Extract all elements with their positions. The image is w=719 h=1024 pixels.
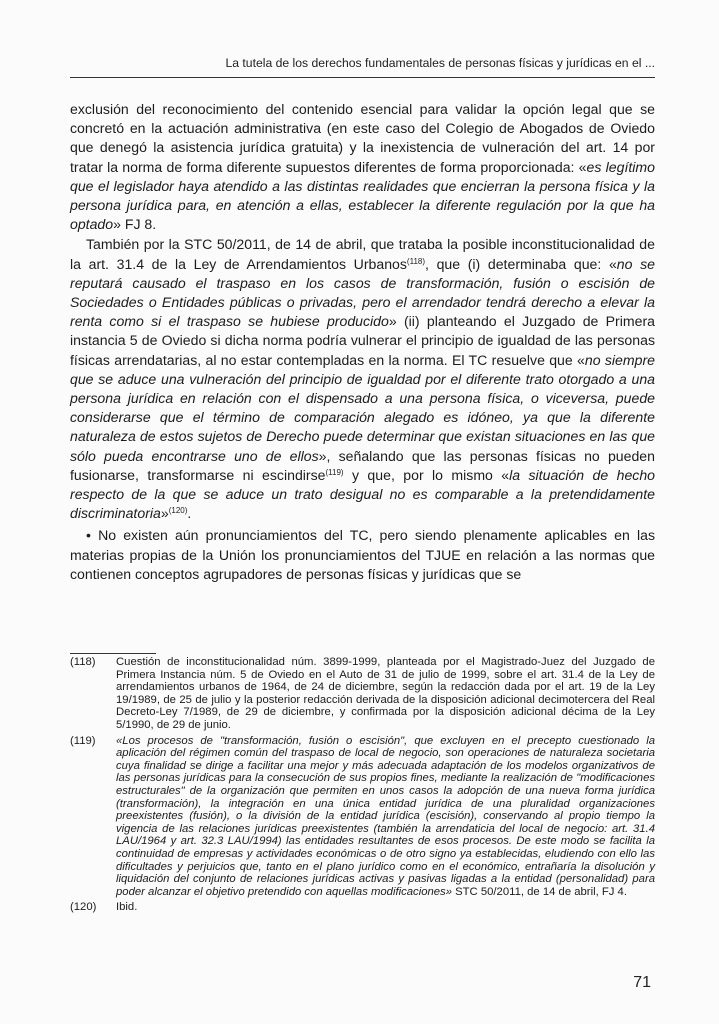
paragraph-2 (70, 235, 655, 523)
footnote-number: (119) (70, 734, 96, 747)
footnote-119 (70, 735, 655, 899)
text-run: y que, por lo mismo « (343, 466, 510, 483)
italic-quote: no se reputará causado el traspaso en los casos de transformación, fusión o escisión de Sociedades o Entidades públicas o privadas, pero el arrendador tendrá derecho a elevar la renta como si el traspaso se hubiese producido (70, 255, 655, 330)
paragraph-1 (70, 100, 655, 234)
footnote-text (116, 735, 655, 899)
text-run: » (ii) planteando el Juzgado de Primera instancia 5 de Oviedo si dicha norma podría vulnerar el principio de igualdad de las personas físicas arrendatarias, al no estar contempladas en la norma. El TC resuelve que « (70, 313, 655, 368)
footnotes (70, 656, 655, 917)
italic-quote: «Los procesos de "transformación, fusión o escisión", que excluyen en el precepto cuestionado la aplicación del régimen común del traspaso de local de negocio, son operaciones de naturaleza societaria cuya finalidad se dirige a facilitar una mejor y más adecuada adaptación de los modelos organizativos de las personas jurídicas para la consecución de sus propios fines, mediante la realización de "modificaciones estructurales" de la organización que permiten en unos casos la adopción de una nueva forma jurídica (transformación), la integración en una única entidad jurídica de una pluralidad organizaciones preexistentes (fusión), o la división de la entidad jurídica (escisión), conservando al propio tiempo la vigencia de las relaciones jurídicas preexistentes (también la arrendaticia del local de negocio: art. 31.4 LAU/1964 y art. 32.3 LAU/1994) las entidades resultantes de esos procesos. De este modo se facilita la continuidad de empresas y actividades económicas o de otro signo ya establecidas, eludiendo con ello las dificultades y perjuicios que, tanto en el plano jurídico como en el económico, entrañaría la disolución y liquidación del conjunto de relaciones jurídicas activas y pasivas ligadas a la entidad (personalidad) para poder alcanzar el objetivo pretendido con aquellas modificaciones» (116, 734, 655, 898)
italic-quote: es legítimo que el legislador haya atendido a las distintas realidades que encierran la persona física y la persona jurídica para, en atención a ellas, establecer la diferente regulación por la que ha optado (70, 158, 655, 233)
text-run: . (187, 505, 192, 522)
main-text (70, 100, 655, 585)
text-run: » FJ 8. (113, 216, 157, 233)
text-run: También por la STC 50/2011, de 14 de abril, que trataba la posible inconstitucionalidad de la art. 31.4 de la Ley de Arrendamientos Urbanos (70, 236, 655, 272)
footnote-number: (120) (70, 901, 97, 914)
footnote-ref-118[interactable]: (118) (406, 256, 426, 266)
text-run: », señalando que las personas físicas no pueden fusionarse, transformarse ni escindirse (70, 447, 655, 483)
footnote-divider (70, 653, 156, 654)
text-run: » (160, 505, 169, 522)
footnote-118 (70, 656, 655, 732)
footnote-text: Ibid. (116, 901, 138, 914)
running-header: La tutela de los derechos fundamentales de personas físicas y jurídicas en el ... (70, 56, 655, 78)
italic-quote: la situación de hecho respecto de la que se aduce un trato desigual no es comparable a la pretendidamente discriminatoria (70, 466, 656, 522)
footnote-ref-120[interactable]: (120) (168, 506, 188, 516)
page-number: 71 (633, 974, 651, 991)
footnote-ref-119[interactable]: (119) (325, 467, 344, 477)
italic-quote: no siempre que se aduce una vulneración del principio de igualdad por el diferente trato otorgado a una persona jurídica en relación con el dispensado a una persona física, o viceversa, puede considerarse que el término de comparación alegado es idóneo, ya que la diferente naturaleza de estos sujetos de Derecho puede determinar que existan situaciones en las que sólo pueda encontrarse uno de ellos (70, 351, 656, 464)
footnote-120 (70, 901, 655, 914)
paragraph-3: • No existen aún pronunciamientos del TC, pero siendo plenamente aplicables en las materias propias de la Unión los pronunciamientos del TJUE en relación a las normas que contienen conceptos agrupadores de personas físicas y jurídicas que se (70, 527, 655, 582)
footnote-number: (118) (70, 656, 96, 668)
text-run: exclusión del reconocimiento del contenido esencial para validar la opción legal que se concretó en la actuación administrativa (en este caso del Colegio de Abogados de Oviedo que denegó la asistencia jurídica gratuita) y la inexistencia de vulneración del art. 14 por tratar la norma de forma diferente supuestos diferentes de forma proporcionada: « (70, 101, 655, 175)
text-run: , que (i) determinaba que: « (425, 255, 617, 272)
text-run: STC 50/2011, de 14 de abril, FJ 4. (451, 885, 627, 898)
footnote-text: Cuestión de inconstitucionalidad núm. 3899-1999, planteada por el Magistrado-Juez del Juzgado de Primera Instancia núm. 5 de Oviedo en el Auto de 31 de julio de 1999, sobre el art. 31.4 de la Ley de arrendamientos urbanos de 1964, de 24 de diciembre, según la redacción dada por el art. 19 de la Ley 19/1989, de 25 de julio y la posterior redacción derivada de la disposición adicional decimotercera del Real Decreto-Ley 7/1989, de 29 de diciembre, y confirmada por la disposición adicional décima de la Ley 5/1990, de 29 de junio. (116, 656, 655, 731)
